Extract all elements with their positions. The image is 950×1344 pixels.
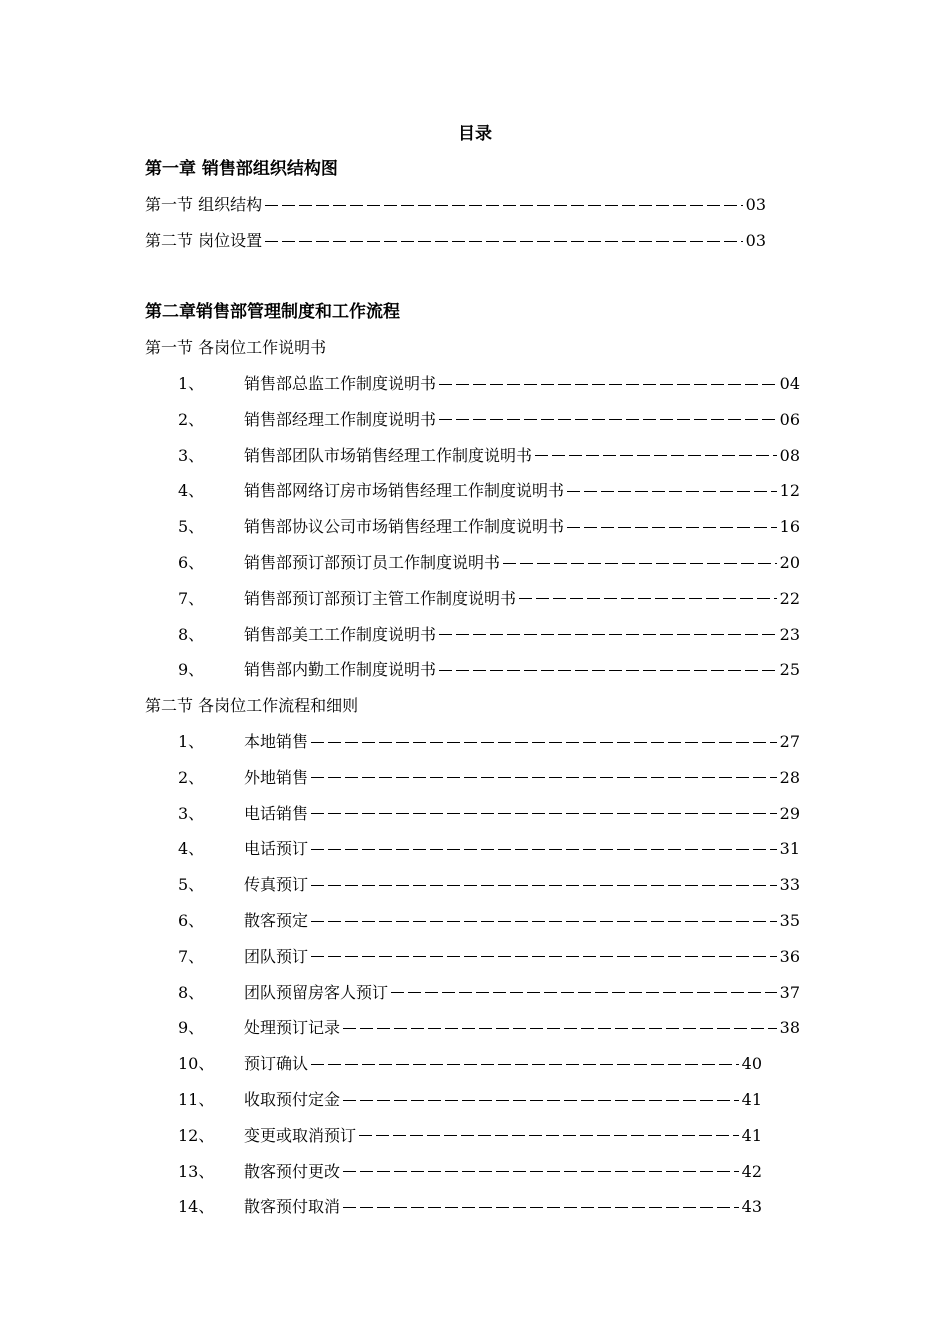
toc-entry-label: 销售部预订部预订员工作制度说明书 (244, 553, 501, 572)
dot-leader (311, 885, 777, 886)
toc-entry-number: 10、 (178, 1054, 215, 1074)
toc-entry-number: 4、 (178, 481, 205, 501)
dot-leader (311, 921, 777, 922)
dot-leader (265, 241, 743, 242)
toc-entry (178, 551, 800, 575)
toc-title: 目录 (458, 124, 492, 144)
toc-entry-label: 销售部内勤工作制度说明书 (244, 660, 437, 680)
toc-entry-page: 38 (779, 1018, 800, 1038)
dot-leader (439, 384, 777, 385)
toc-entry (178, 372, 800, 396)
toc-entry-number: 1、 (178, 374, 205, 393)
toc-entry-label: 第一节 组织结构 (145, 195, 263, 214)
toc-entry-page: 35 (779, 911, 800, 930)
toc-entry-number: 12、 (178, 1125, 215, 1145)
toc-entry-page: 31 (779, 839, 800, 859)
toc-entry-number: 5、 (178, 517, 205, 537)
dot-leader (567, 527, 777, 528)
toc-entry (178, 515, 800, 539)
toc-entry-page: 16 (779, 517, 800, 537)
dot-leader (343, 1028, 777, 1029)
toc-entry-number: 3、 (178, 803, 205, 823)
chapter-2-title: 第二章销售部管理制度和工作流程 (145, 302, 400, 322)
toc-entry (178, 1160, 762, 1184)
toc-entry-label: 电话预订 (244, 839, 309, 859)
toc-entry-label: 电话销售 (244, 803, 309, 823)
chapter-1-title: 第一章 销售部组织结构图 (145, 159, 338, 179)
toc-entry-label: 散客预付取消 (244, 1197, 341, 1217)
toc-entry-number: 4、 (178, 839, 205, 859)
toc-entry-number: 6、 (178, 553, 205, 572)
toc-entry (178, 444, 800, 468)
chapter-1-heading (145, 157, 338, 181)
dot-leader (567, 491, 777, 492)
toc-entry (178, 909, 800, 933)
toc-entry-page: 04 (779, 374, 800, 393)
toc-entry-page: 06 (779, 409, 800, 429)
toc-entry-page: 42 (741, 1161, 762, 1181)
toc-entry-page: 37 (779, 982, 800, 1002)
section-2-title: 第二节 各岗位工作流程和细则 (145, 696, 359, 715)
dot-leader (439, 419, 777, 420)
dot-leader (391, 992, 777, 993)
toc-entry (178, 981, 800, 1005)
toc-entry (178, 802, 800, 826)
section-heading (145, 336, 326, 360)
toc-entry-number: 7、 (178, 946, 205, 966)
toc-entry-label: 处理预订记录 (244, 1018, 341, 1038)
toc-entry-label: 销售部网络订房市场销售经理工作制度说明书 (244, 481, 565, 501)
toc-entry-label: 传真预订 (244, 875, 309, 895)
toc-entry (145, 193, 766, 217)
toc-entry-number: 6、 (178, 911, 205, 930)
dot-leader (265, 205, 743, 206)
dot-leader (311, 777, 777, 778)
toc-entry (178, 837, 800, 861)
toc-entry (178, 587, 800, 611)
dot-leader (519, 598, 777, 599)
dot-leader (311, 742, 777, 743)
toc-entry-page: 03 (745, 195, 766, 214)
section-1-title: 第一节 各岗位工作说明书 (145, 338, 327, 357)
toc-entry-number: 13、 (178, 1161, 215, 1181)
section-heading (145, 694, 358, 718)
toc-entry-label: 预订确认 (244, 1054, 309, 1074)
toc-entry-page: 29 (779, 803, 800, 823)
toc-entry (178, 623, 800, 647)
dot-leader (311, 1064, 739, 1065)
toc-entry-label: 收取预付定金 (244, 1090, 341, 1109)
toc-entry (178, 1052, 762, 1076)
toc-entry-number: 9、 (178, 660, 205, 680)
toc-entry-label: 销售部团队市场销售经理工作制度说明书 (244, 445, 533, 465)
toc-entry-number: 11、 (178, 1090, 215, 1109)
toc-entry-number: 1、 (178, 732, 205, 751)
dot-leader (359, 1135, 739, 1136)
toc-entry (178, 945, 800, 969)
toc-entry (178, 1195, 762, 1219)
toc-entry-number: 8、 (178, 624, 205, 644)
toc-entry-page: 12 (779, 481, 800, 501)
toc-entry-page: 28 (779, 767, 800, 787)
toc-entry-label: 第二节 岗位设置 (145, 231, 263, 250)
toc-entry-page: 33 (779, 875, 800, 895)
toc-entry (178, 408, 800, 432)
toc-entry-page: 08 (779, 445, 800, 465)
toc-entry (178, 1088, 762, 1112)
toc-entry-page: 22 (779, 588, 800, 608)
dot-leader (503, 563, 777, 564)
toc-entry-number: 8、 (178, 982, 205, 1002)
dot-leader (343, 1171, 739, 1172)
toc-entry-page: 41 (741, 1090, 762, 1109)
toc-entry-label: 销售部协议公司市场销售经理工作制度说明书 (244, 517, 565, 537)
toc-entry-number: 7、 (178, 588, 205, 608)
toc-entry-label: 外地销售 (244, 767, 309, 787)
toc-entry (178, 1124, 762, 1148)
dot-leader (311, 956, 777, 957)
toc-entry-page: 25 (779, 660, 800, 680)
dot-leader (311, 813, 777, 814)
dot-leader (439, 634, 777, 635)
toc-entry-number: 2、 (178, 409, 205, 429)
toc-entry (178, 479, 800, 503)
toc-entry-number: 14、 (178, 1197, 215, 1217)
toc-entry-label: 团队预订 (244, 946, 309, 966)
toc-entry (178, 1016, 800, 1040)
toc-entry-label: 团队预留房客人预订 (244, 982, 389, 1002)
toc-entry (178, 658, 800, 682)
toc-entry-label: 变更或取消预订 (244, 1125, 357, 1145)
toc-entry-label: 销售部总监工作制度说明书 (244, 374, 437, 393)
toc-entry-page: 03 (745, 231, 766, 250)
toc-entry-page: 43 (741, 1197, 762, 1217)
toc-entry-page: 41 (741, 1125, 762, 1145)
toc-entry-number: 2、 (178, 767, 205, 787)
toc-entry (178, 873, 800, 897)
toc-entry-page: 23 (779, 624, 800, 644)
dot-leader (343, 1100, 739, 1101)
dot-leader (311, 849, 777, 850)
toc-entry (178, 730, 800, 754)
toc-entry-label: 销售部美工工作制度说明书 (244, 624, 437, 644)
toc-entry-number: 5、 (178, 875, 205, 895)
toc-entry-number: 9、 (178, 1018, 205, 1038)
toc-entry-page: 20 (779, 553, 800, 572)
dot-leader (343, 1207, 739, 1208)
toc-entry-label: 散客预付更改 (244, 1161, 341, 1181)
toc-entry-page: 27 (779, 732, 800, 751)
toc-entry (178, 766, 800, 790)
toc-entry-label: 本地销售 (244, 732, 309, 751)
toc-entry-number: 3、 (178, 445, 205, 465)
toc-entry-label: 散客预定 (244, 911, 309, 930)
toc-entry-page: 36 (779, 946, 800, 966)
toc-entry (145, 229, 766, 253)
toc-entry-label: 销售部经理工作制度说明书 (244, 409, 437, 429)
toc-entry-page: 40 (741, 1054, 762, 1074)
dot-leader (439, 670, 777, 671)
toc-entry-label: 销售部预订部预订主管工作制度说明书 (244, 588, 517, 608)
chapter-2-heading (145, 300, 400, 324)
dot-leader (535, 455, 777, 456)
